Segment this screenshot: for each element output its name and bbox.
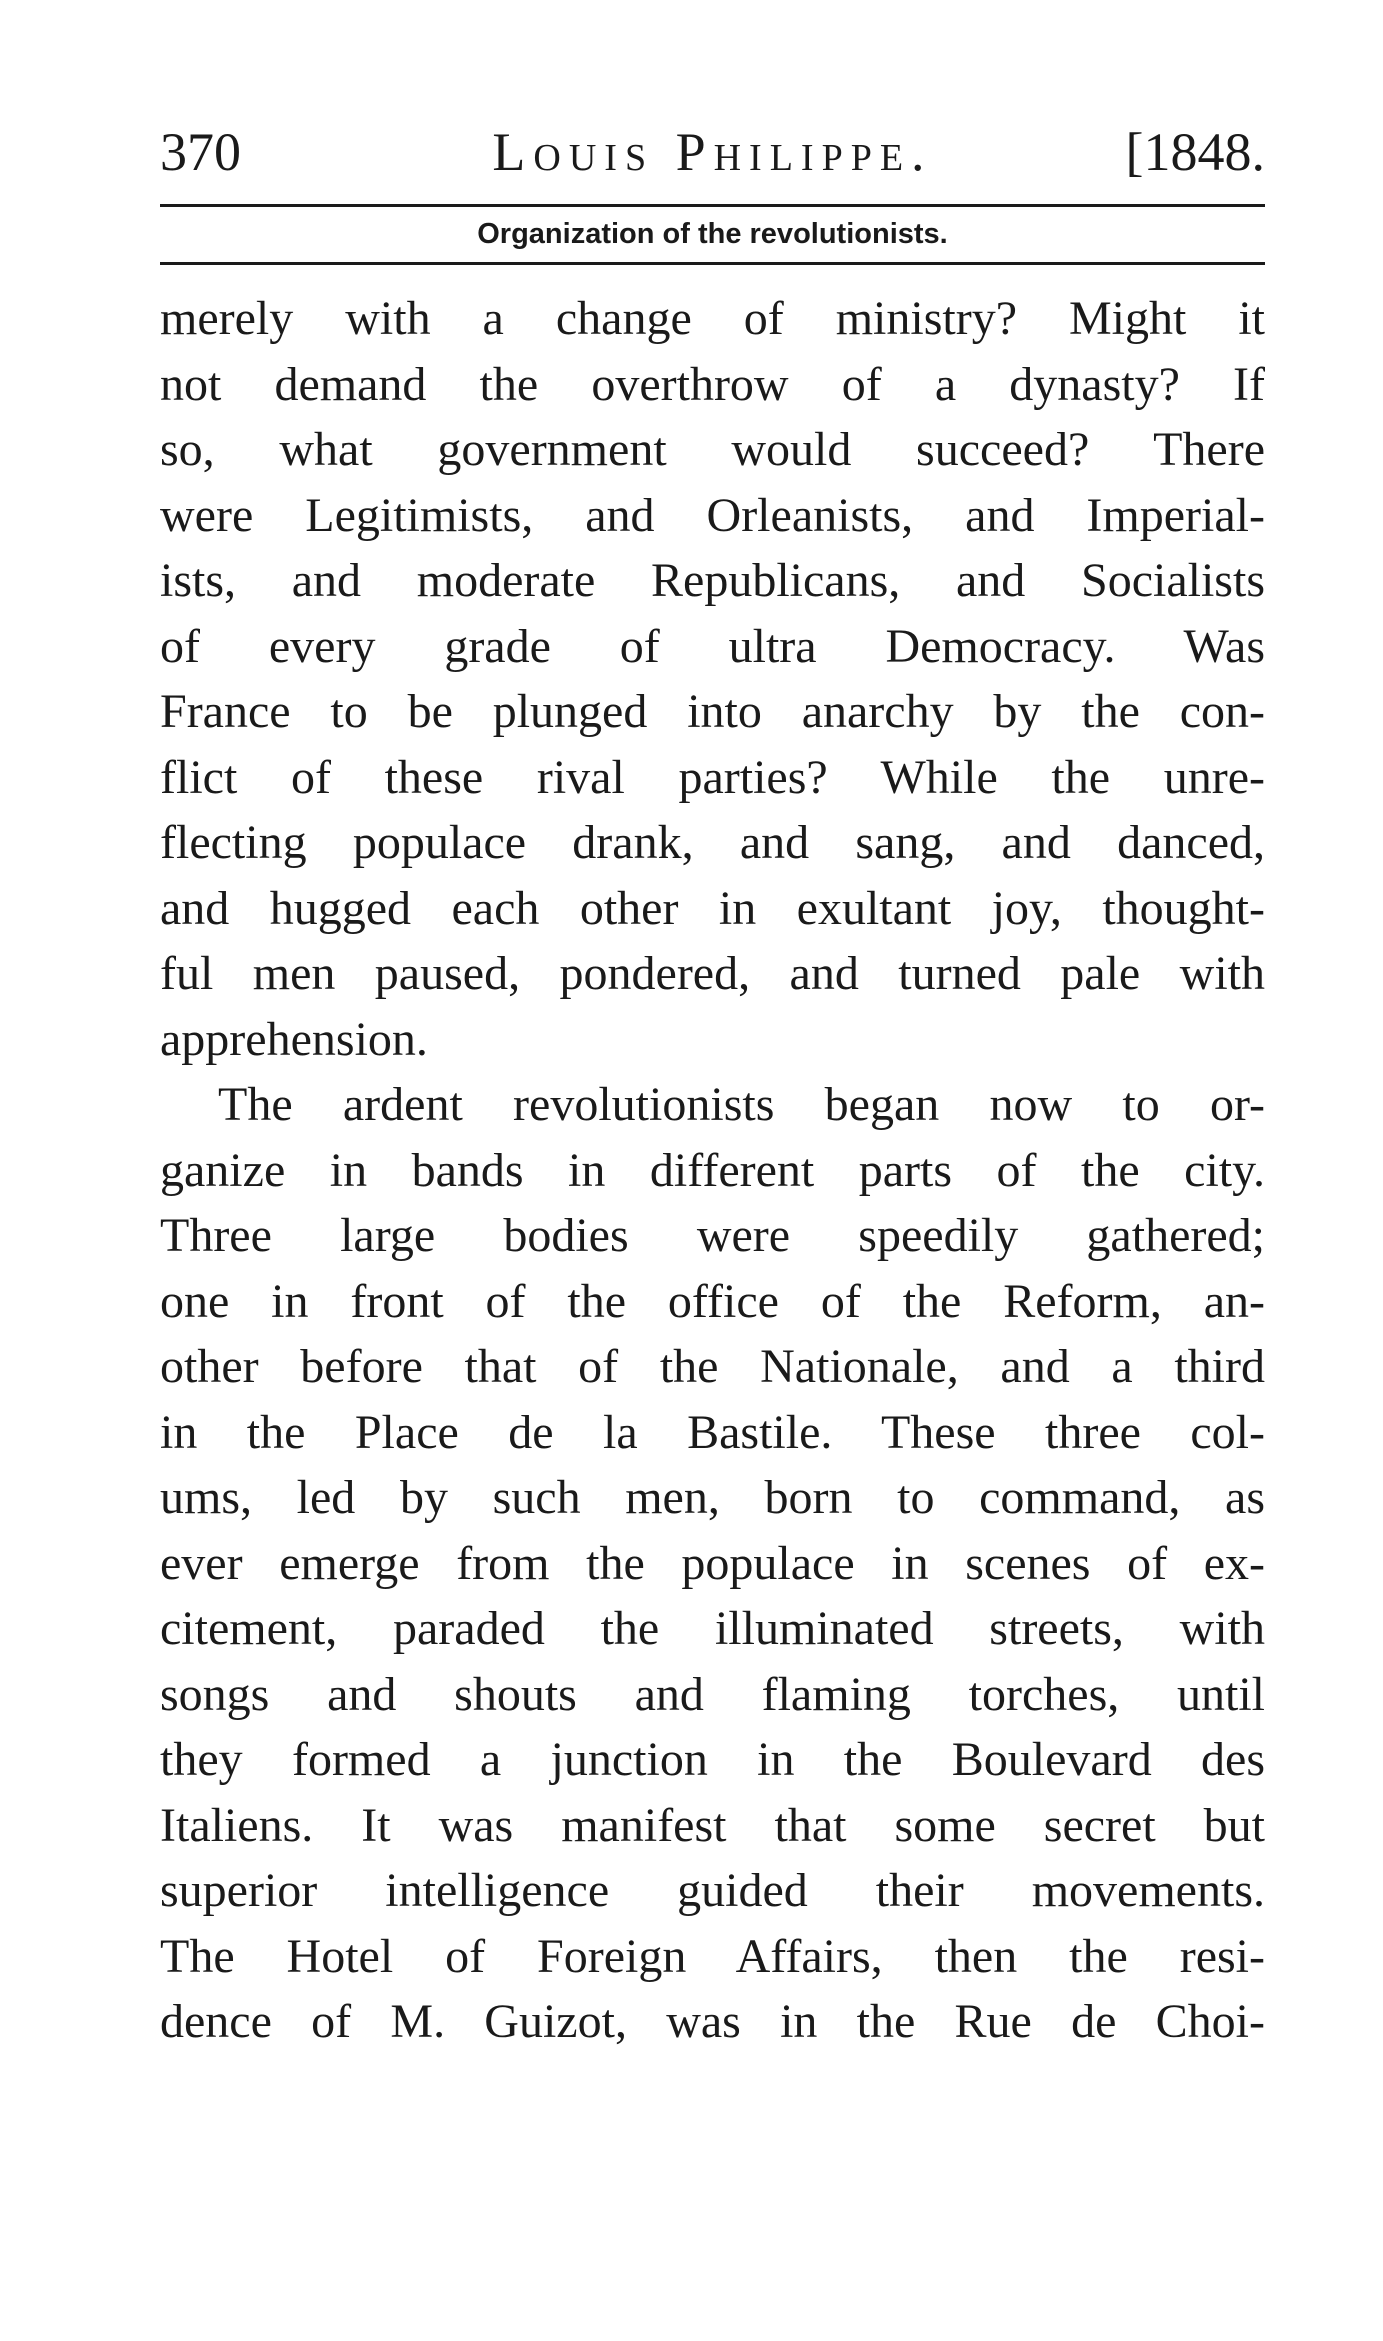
header-year: [1848. [1125, 122, 1265, 182]
text-line: ganize in bands in different parts of the city. [160, 1143, 1265, 1197]
text-line: merely with a change of ministry? Might it [160, 292, 1265, 345]
text-line: so, what government would succeed? There [160, 423, 1265, 476]
text-line: not demand the overthrow of a dynasty? If [160, 357, 1265, 411]
running-header [160, 112, 1265, 192]
text-line: songs and shouts and flaming torches, until [160, 1667, 1265, 1721]
text-line: ful men paused, pondered, and turned pale with [160, 947, 1265, 1000]
header-rule-bottom [160, 262, 1265, 265]
text-line: they formed a junction in the Boulevard des [160, 1733, 1265, 1786]
text-line: The ardent revolutionists began now to or- [218, 1078, 1265, 1131]
text-line: ists, and moderate Republicans, and Socialists [160, 554, 1265, 607]
header-rule-top [160, 204, 1265, 207]
text-line: dence of M. Guizot, was in the Rue de Choi- [160, 1995, 1265, 2048]
text-line: Italiens. It was manifest that some secret but [160, 1798, 1265, 1852]
section-subheading: Organization of the revolutionists. [477, 218, 948, 250]
text-line: ums, led by such men, born to command, as [160, 1471, 1265, 1524]
text-line: superior intelligence guided their movements. [160, 1864, 1265, 1917]
text-line: flecting populace drank, and sang, and danced, [160, 816, 1265, 869]
text-line: of every grade of ultra Democracy. Was [160, 619, 1265, 673]
text-line: apprehension. [160, 1012, 428, 1066]
text-line: one in front of the office of the Reform, an- [160, 1274, 1265, 1328]
text-line: flict of these rival parties? While the unre- [160, 750, 1265, 804]
text-line: were Legitimists, and Orleanists, and Imperial- [160, 488, 1265, 542]
text-line: other before that of the Nationale, and a third [160, 1340, 1265, 1393]
text-line: and hugged each other in exultant joy, thought- [160, 881, 1265, 935]
text-line: The Hotel of Foreign Affairs, then the resi- [160, 1929, 1265, 1983]
text-line: citement, paraded the illuminated streets, with [160, 1602, 1265, 1655]
text-line: in the Place de la Bastile. These three col- [160, 1405, 1265, 1459]
running-title: Louis Philippe. [492, 122, 933, 182]
text-line: France to be plunged into anarchy by the con- [160, 685, 1265, 738]
body-text [160, 286, 1265, 2055]
page-number: 370 [160, 122, 241, 182]
text-line: Three large bodies were speedily gathered; [160, 1209, 1265, 1262]
text-line: ever emerge from the populace in scenes of ex- [160, 1536, 1265, 1590]
